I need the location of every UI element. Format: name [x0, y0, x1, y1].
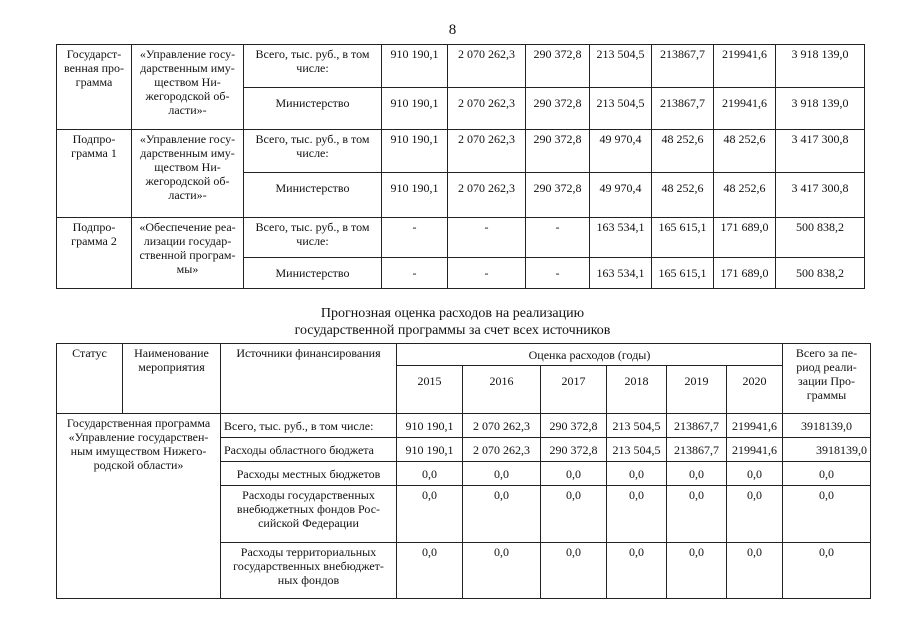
value-cell: 0,0: [607, 462, 667, 486]
total-cell: 500 838,2: [776, 218, 865, 258]
value-cell: 910 190,1: [382, 130, 448, 173]
value-cell: 0,0: [727, 462, 783, 486]
value-cell: 171 689,0: [714, 258, 776, 289]
value-cell: 290 372,8: [526, 88, 590, 130]
total-cell: 3918139,0: [783, 438, 871, 462]
value-cell: 213 504,5: [590, 45, 652, 88]
source-cell: Всего, тыс. руб., в том числе:: [244, 218, 382, 258]
source-cell: Министерство: [244, 173, 382, 218]
program-name-cell: «Обеспечение реа-лизации государ-ственной програм-мы»: [132, 218, 244, 289]
table-row: [57, 414, 871, 438]
value-cell: 165 615,1: [652, 218, 714, 258]
value-cell: 2 070 262,3: [463, 438, 541, 462]
total-cell: 3 918 139,0: [776, 88, 865, 130]
value-cell: 48 252,6: [652, 173, 714, 218]
source-cell: Всего, тыс. руб., в том числе:: [244, 130, 382, 173]
value-cell: -: [526, 258, 590, 289]
value-cell: 290 372,8: [526, 130, 590, 173]
value-cell: -: [448, 258, 526, 289]
value-cell: 0,0: [463, 462, 541, 486]
value-cell: 0,0: [397, 543, 463, 599]
value-cell: 0,0: [667, 486, 727, 543]
value-cell: 0,0: [541, 543, 607, 599]
value-cell: -: [382, 218, 448, 258]
status-cell: Подпро-грамма 2: [57, 218, 132, 289]
value-cell: 0,0: [541, 486, 607, 543]
program-name-cell: «Управление госу-дарственным иму-ществом Ни-жегородской об-ласти»-: [132, 45, 244, 130]
source-cell: Расходы территориальных государственных внебюджет-ных фондов: [221, 543, 397, 599]
value-cell: 165 615,1: [652, 258, 714, 289]
value-cell: 49 970,4: [590, 173, 652, 218]
value-cell: 0,0: [727, 486, 783, 543]
section-title-line2: государственной программы за счет всех источников: [294, 323, 611, 338]
header-sources: Источники финансирования: [221, 344, 397, 414]
value-cell: 219941,6: [714, 45, 776, 88]
value-cell: 0,0: [463, 486, 541, 543]
header-year: 2018: [607, 366, 667, 414]
table-row: [57, 130, 865, 173]
header-year: 2020: [727, 366, 783, 414]
program-name-cell: «Управление госу-дарственным иму-ществом Ни-жегородской об-ласти»-: [132, 130, 244, 218]
value-cell: 0,0: [397, 462, 463, 486]
total-cell: 500 838,2: [776, 258, 865, 289]
value-cell: 2 070 262,3: [448, 88, 526, 130]
value-cell: 171 689,0: [714, 218, 776, 258]
value-cell: 910 190,1: [382, 45, 448, 88]
value-cell: 0,0: [727, 543, 783, 599]
table-row: [57, 218, 865, 258]
value-cell: 48 252,6: [714, 130, 776, 173]
value-cell: 49 970,4: [590, 130, 652, 173]
value-cell: 219941,6: [714, 88, 776, 130]
value-cell: 219941,6: [727, 414, 783, 438]
value-cell: 48 252,6: [714, 173, 776, 218]
value-cell: 0,0: [397, 486, 463, 543]
value-cell: -: [448, 218, 526, 258]
value-cell: 213 504,5: [590, 88, 652, 130]
section-title-line1: Прогнозная оценка расходов на реализацию: [320, 306, 585, 321]
value-cell: 213 504,5: [607, 438, 667, 462]
value-cell: 213867,7: [652, 88, 714, 130]
value-cell: 0,0: [607, 543, 667, 599]
value-cell: 290 372,8: [526, 45, 590, 88]
total-cell: 3918139,0: [783, 414, 871, 438]
value-cell: -: [382, 258, 448, 289]
value-cell: 0,0: [667, 462, 727, 486]
total-cell: 3 417 300,8: [776, 173, 865, 218]
header-status: Статус: [57, 344, 123, 414]
source-cell: Всего, тыс. руб., в том числе:: [244, 45, 382, 88]
source-cell: Расходы местных бюджетов: [221, 462, 397, 486]
header-year: 2019: [667, 366, 727, 414]
program-funding-table: [56, 44, 865, 289]
status-cell: Государст-венная про-грамма: [57, 45, 132, 130]
value-cell: 2 070 262,3: [448, 45, 526, 88]
value-cell: 290 372,8: [541, 438, 607, 462]
value-cell: 910 190,1: [382, 173, 448, 218]
value-cell: 213 504,5: [607, 414, 667, 438]
header-year: 2017: [541, 366, 607, 414]
value-cell: 163 534,1: [590, 218, 652, 258]
table-row: [57, 45, 865, 88]
source-cell: Расходы областного бюджета: [221, 438, 397, 462]
header-name: Наименование мероприятия: [123, 344, 221, 414]
value-cell: 48 252,6: [652, 130, 714, 173]
value-cell: 0,0: [667, 543, 727, 599]
header-year: 2015: [397, 366, 463, 414]
value-cell: 910 190,1: [397, 414, 463, 438]
value-cell: 0,0: [607, 486, 667, 543]
page-number: 8: [448, 22, 457, 38]
value-cell: 2 070 262,3: [463, 414, 541, 438]
value-cell: 290 372,8: [526, 173, 590, 218]
value-cell: 213867,7: [667, 438, 727, 462]
source-cell: Всего, тыс. руб., в том числе:: [221, 414, 397, 438]
value-cell: 163 534,1: [590, 258, 652, 289]
value-cell: 2 070 262,3: [448, 130, 526, 173]
source-cell: Расходы государственных внебюджетных фондов Рос-сийской Федерации: [221, 486, 397, 543]
value-cell: 213867,7: [652, 45, 714, 88]
value-cell: 213867,7: [667, 414, 727, 438]
value-cell: 219941,6: [727, 438, 783, 462]
forecast-expenses-table: [56, 343, 871, 599]
value-cell: 910 190,1: [382, 88, 448, 130]
header-estimate: Оценка расходов (годы): [397, 344, 783, 366]
total-cell: 3 918 139,0: [776, 45, 865, 88]
table-header-row: [57, 344, 871, 366]
value-cell: 910 190,1: [397, 438, 463, 462]
status-cell: Подпро-грамма 1: [57, 130, 132, 218]
source-cell: Министерство: [244, 88, 382, 130]
total-cell: 0,0: [783, 486, 871, 543]
total-cell: 3 417 300,8: [776, 130, 865, 173]
header-total: Всего за пе-риод реали-зации Про-граммы: [783, 344, 871, 414]
value-cell: 0,0: [463, 543, 541, 599]
source-cell: Министерство: [244, 258, 382, 289]
total-cell: 0,0: [783, 543, 871, 599]
value-cell: 2 070 262,3: [448, 173, 526, 218]
total-cell: 0,0: [783, 462, 871, 486]
value-cell: 290 372,8: [541, 414, 607, 438]
program-status-cell: Государственная программа «Управление государствен-ным имуществом Нижего-родской области»: [57, 414, 221, 599]
header-year: 2016: [463, 366, 541, 414]
value-cell: -: [526, 218, 590, 258]
value-cell: 0,0: [541, 462, 607, 486]
